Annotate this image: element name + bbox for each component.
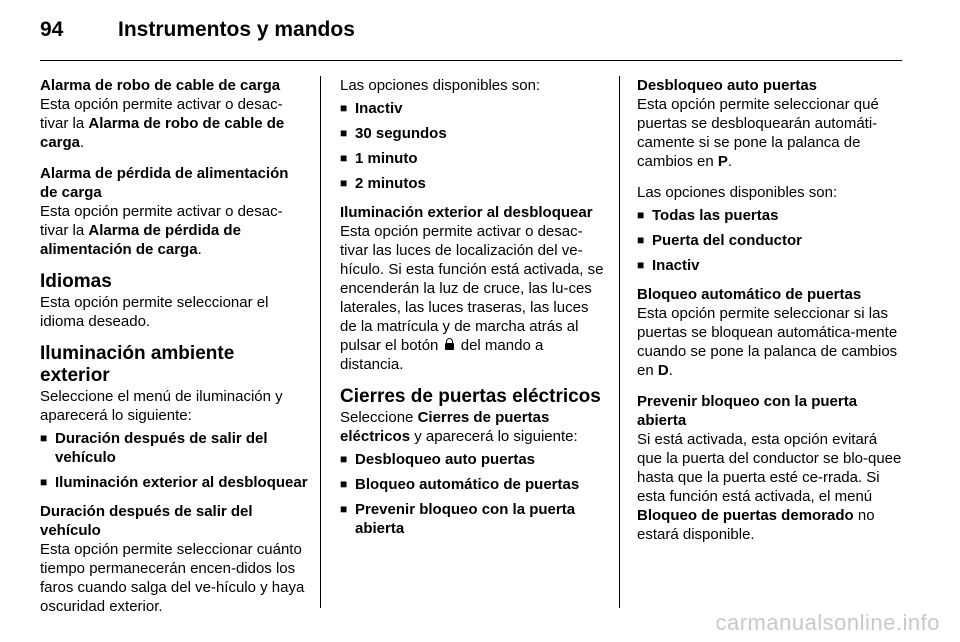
text-span: . xyxy=(668,362,673,379)
column-divider-2 xyxy=(619,76,620,608)
section-text xyxy=(40,95,308,152)
section-heading: Iluminación exterior al desbloquear xyxy=(340,204,593,221)
watermark: carmanualsonline.info xyxy=(715,610,940,635)
column-1 xyxy=(40,76,308,628)
section-text xyxy=(637,304,905,380)
text-span: Esta opción permite activar o desac‐tivar la xyxy=(40,96,283,132)
page-title: Instrumentos y mandos xyxy=(118,18,355,41)
section-text: Esta opción permite seleccionar cuánto tiempo permanecerán encen‐didos los faros cuando salga del ve‐hículo y haya oscuridad exterior. xyxy=(40,541,305,615)
section-auto-door-lock xyxy=(637,285,905,380)
unlock-icon xyxy=(445,343,454,350)
text-span: del mando a distancia. xyxy=(340,337,544,373)
section-heading: Alarma de robo de cable de carga xyxy=(40,77,281,94)
list-item: ■ 2 minutos xyxy=(340,174,608,193)
section-cable-theft-alarm xyxy=(40,76,308,152)
text-span: y aparecerá lo siguiente: xyxy=(410,428,578,445)
section-heading: Iluminación ambiente exterior xyxy=(40,343,235,386)
list-item: ■ Bloqueo automático de puertas xyxy=(340,475,608,494)
text-span: Esta opción permite seleccionar qué puertas se desbloquearán automáti‐camente si se pone la palanca de cambios en xyxy=(637,96,879,170)
section-duration-after-exit xyxy=(40,502,308,616)
section-power-door-locks xyxy=(340,386,608,538)
section-prevent-lock-door-open xyxy=(637,392,905,544)
section-exterior-unlock-lighting xyxy=(340,203,608,374)
list-item: ■ Inactiv xyxy=(340,99,608,118)
options-intro: Las opciones disponibles son: xyxy=(340,77,541,94)
section-heading: Idiomas xyxy=(40,271,112,292)
list-item: ■ 30 segundos xyxy=(340,124,608,143)
list-item: ■ Puerta del conductor xyxy=(637,231,905,250)
bold-span: P xyxy=(717,153,728,170)
text-span: Esta opción permite seleccionar si las puertas se bloquean automática‐mente cuando se pone la palanca de cambios en xyxy=(637,305,898,379)
bold-span: D xyxy=(657,362,669,379)
section-text xyxy=(340,408,608,446)
section-power-loss-alarm xyxy=(40,164,308,259)
list-item: ■ Inactiv xyxy=(637,256,905,275)
text-span: . xyxy=(80,134,85,151)
section-heading: Bloqueo automático de puertas xyxy=(637,286,862,303)
column-2 xyxy=(340,76,608,548)
text-span: Esta opción permite activar o desac‐tivar la xyxy=(40,203,283,239)
header-rule xyxy=(40,60,902,61)
text-span: Esta opción permite activar o desac‐tivar las luces de localización del ve‐hículo. Si esta función está activada, se encenderán la luz de cruce, las lu‐ces laterales, las luces traseras, las luces de la matrícula y de marcha atrás al pulsar el botón xyxy=(340,223,604,354)
bold-span: Alarma de pérdida de alimentación de carga xyxy=(40,222,241,258)
option-list xyxy=(340,450,608,538)
text-span: Si está activada, esta opción evitará que la puerta del conductor se blo‐quee hasta que la puerta esté ce‐rrada. Si esta función está activada, el menú xyxy=(637,431,902,505)
section-heading: Cierres de puertas eléctricos xyxy=(340,386,601,407)
section-heading: Alarma de pérdida de alimentación de carga xyxy=(40,165,289,201)
option-list xyxy=(637,206,905,275)
list-item: ■ 1 minuto xyxy=(340,149,608,168)
section-text: Seleccione el menú de iluminación y aparecerá lo siguiente: xyxy=(40,388,283,424)
section-heading: Prevenir bloqueo con la puerta abierta xyxy=(637,393,858,429)
section-text: Esta opción permite seleccionar el idioma deseado. xyxy=(40,294,269,330)
list-item: ■ Iluminación exterior al desbloquear xyxy=(40,473,308,492)
option-list xyxy=(340,99,608,193)
section-auto-door-unlock xyxy=(637,76,905,171)
section-heading: Duración después de salir del vehículo xyxy=(40,503,253,539)
column-divider-1 xyxy=(320,76,321,608)
section-heading: Desbloqueo auto puertas xyxy=(637,77,818,94)
list-item: ■ Prevenir bloqueo con la puerta abierta xyxy=(340,500,608,538)
list-item: ■ Desbloqueo auto puertas xyxy=(340,450,608,469)
list-item: ■ Todas las puertas xyxy=(637,206,905,225)
text-span: no estará disponible. xyxy=(637,507,875,543)
bold-span: Bloqueo de puertas demorado xyxy=(637,507,854,524)
page-number: 94 xyxy=(40,18,64,41)
bold-span: Alarma de robo de cable de carga xyxy=(40,115,285,151)
list-item: ■ Duración después de salir del vehículo xyxy=(40,429,308,467)
text-span: . xyxy=(727,153,733,170)
section-ambient-lighting xyxy=(40,343,308,492)
section-text xyxy=(340,222,608,374)
text-span: Seleccione xyxy=(340,409,418,426)
section-text xyxy=(637,430,905,544)
option-list xyxy=(40,429,308,492)
section-text xyxy=(637,95,905,171)
bold-span: Cierres de puertas eléctricos xyxy=(340,409,550,445)
section-languages xyxy=(40,271,308,331)
section-text xyxy=(40,202,308,259)
column-3 xyxy=(637,76,905,556)
text-span: . xyxy=(197,241,202,258)
options-intro: Las opciones disponibles son: xyxy=(637,184,838,201)
